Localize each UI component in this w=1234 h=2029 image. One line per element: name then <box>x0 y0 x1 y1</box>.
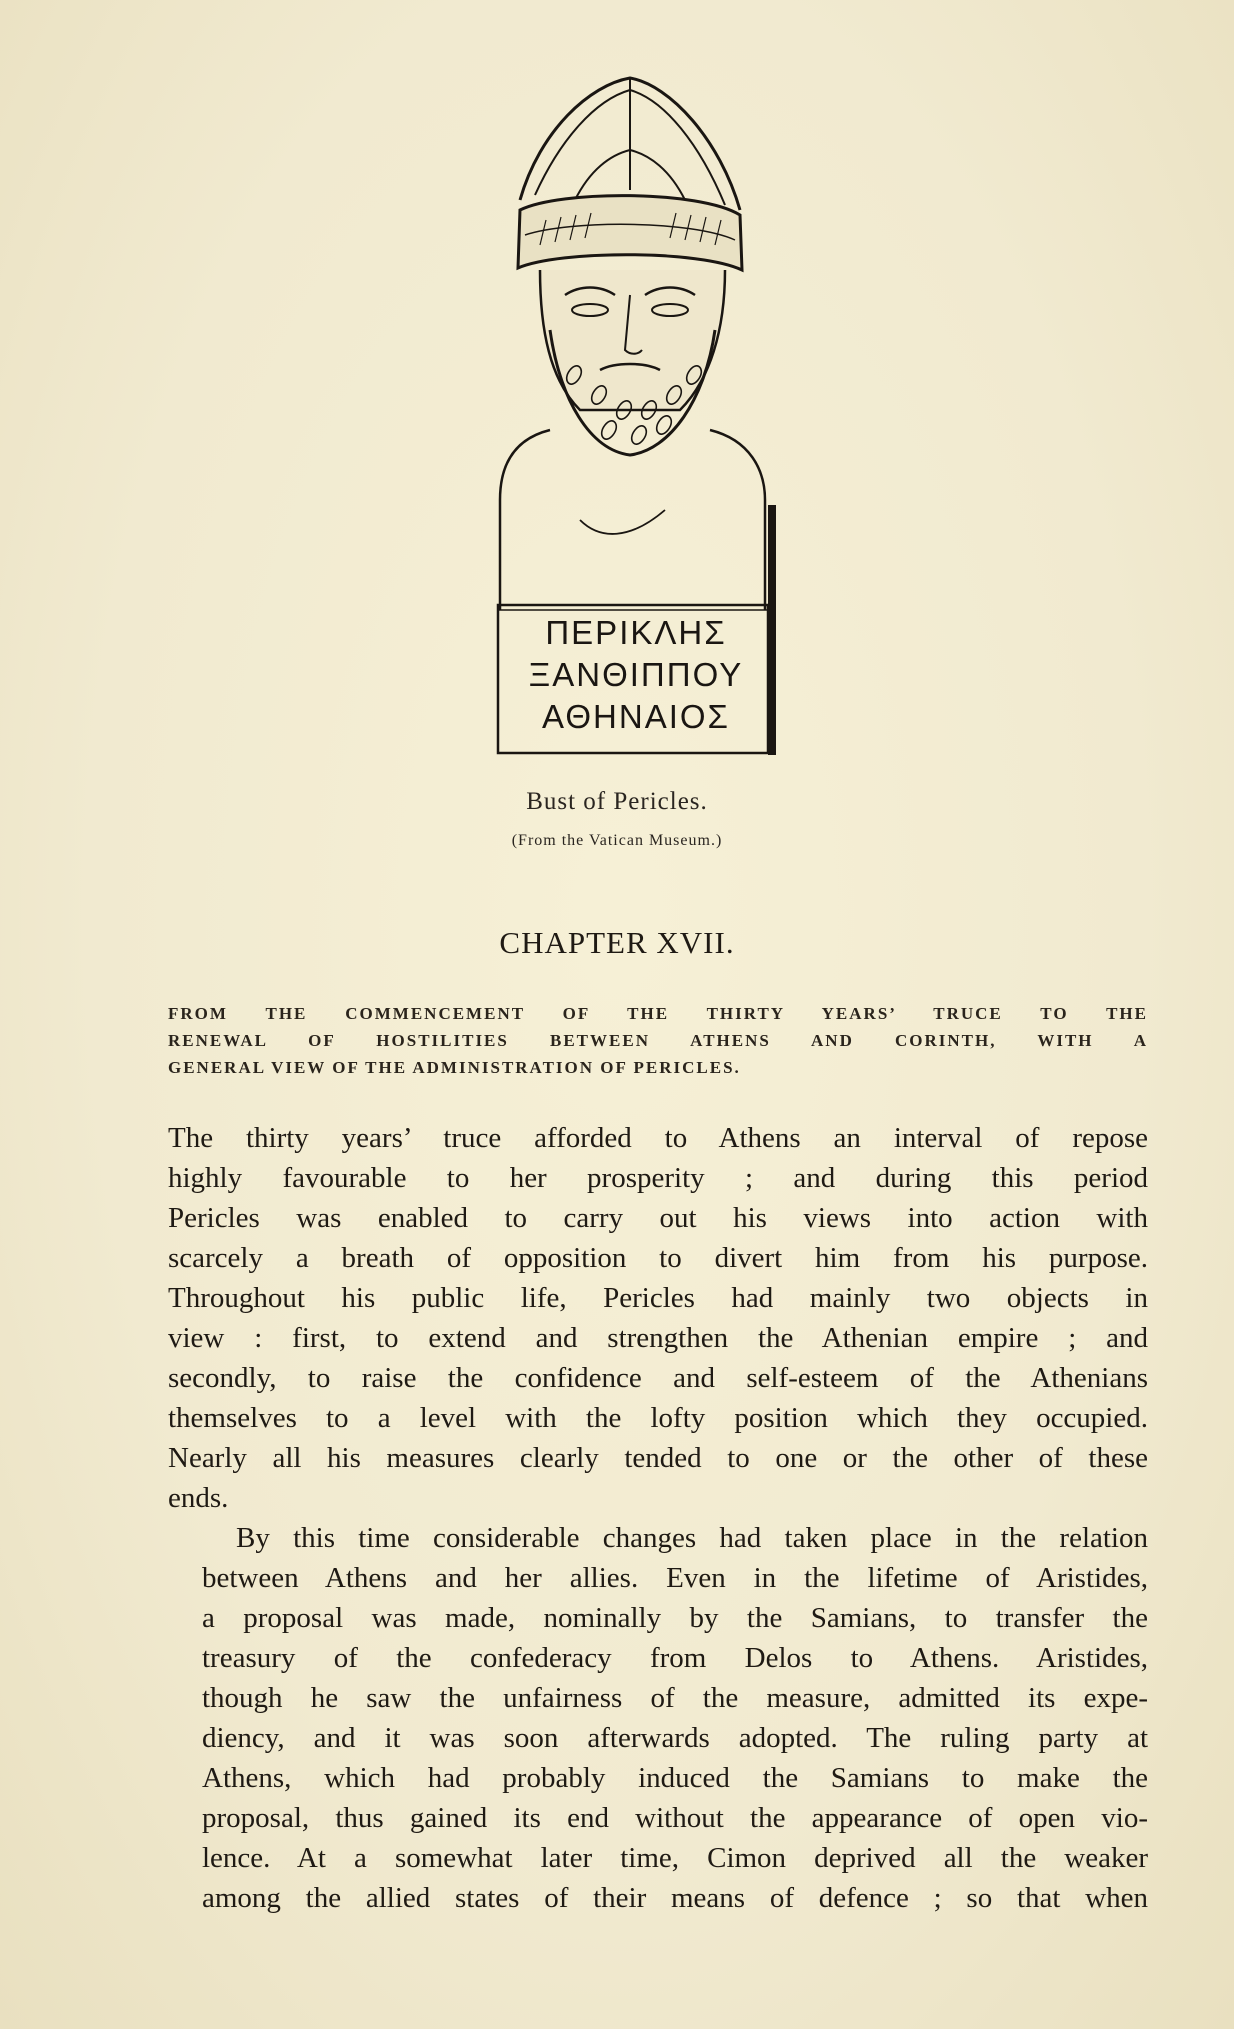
inscription-line-3: ΑΘΗΝΑΙΟΣ <box>542 698 730 735</box>
text-line: Athens, which had probably induced the Samians to make the <box>202 1762 1148 1794</box>
text-line: Throughout his public life, Pericles had mainly two objects in <box>168 1282 1148 1314</box>
text-line: between Athens and her allies. Even in the lifetime of Aristides, <box>202 1562 1148 1594</box>
text-line: proposal, thus gained its end without the appearance of open vio- <box>202 1802 1148 1834</box>
inscription-line-1: ΠΕΡΙΚΛΗΣ <box>545 614 727 651</box>
figure-source: (From the Vatican Museum.) <box>511 832 723 849</box>
paragraph-2 <box>168 1518 1148 1918</box>
text-line: The thirty years’ truce afforded to Athens an interval of repose <box>168 1122 1148 1154</box>
body-text <box>168 1118 1148 1918</box>
text-line: themselves to a level with the lofty position which they occupied. <box>168 1402 1148 1434</box>
summary-line: GENERAL VIEW OF THE ADMINISTRATION OF PERICLES. <box>168 1058 741 1077</box>
text-line: ends. <box>168 1482 229 1514</box>
text-line: though he saw the unfairness of the measure, admitted its expe- <box>202 1682 1148 1714</box>
chapter-heading: CHAPTER XVII. <box>499 925 735 960</box>
text-line: highly favourable to her prosperity ; and during this period <box>168 1162 1148 1194</box>
paragraph-1 <box>168 1118 1148 1518</box>
text-line: view : first, to extend and strengthen the Athenian empire ; and <box>168 1322 1148 1354</box>
summary-line: FROM THE COMMENCEMENT OF THE THIRTY YEARS’ TRUCE TO THE <box>168 1004 1148 1023</box>
text-line: scarcely a breath of opposition to divert him from his purpose. <box>168 1242 1148 1274</box>
text-line: By this time considerable changes had taken place in the relation <box>236 1522 1148 1554</box>
text-line: among the allied states of their means of defence ; so that when <box>202 1882 1148 1914</box>
text-line: a proposal was made, nominally by the Samians, to transfer the <box>202 1602 1148 1634</box>
inscription-line-2: ΞΑΝΘΙΠΠΟΥ <box>528 656 744 693</box>
pericles-bust-illustration <box>480 70 820 760</box>
bust-inscription <box>496 612 776 738</box>
text-line: Nearly all his measures clearly tended to one or the other of these <box>168 1442 1148 1474</box>
summary-line: RENEWAL OF HOSTILITIES BETWEEN ATHENS AND CORINTH, WITH A <box>168 1031 1148 1050</box>
text-line: secondly, to raise the confidence and self-esteem of the Athenians <box>168 1362 1148 1394</box>
figure-caption: Bust of Pericles. <box>526 788 708 815</box>
chapter-summary <box>168 1000 1148 1081</box>
text-line: treasury of the confederacy from Delos to Athens. Aristides, <box>202 1642 1148 1674</box>
text-line: diency, and it was soon afterwards adopted. The ruling party at <box>202 1722 1148 1754</box>
text-line: lence. At a somewhat later time, Cimon deprived all the weaker <box>202 1842 1148 1874</box>
text-line: Pericles was enabled to carry out his views into action with <box>168 1202 1148 1234</box>
